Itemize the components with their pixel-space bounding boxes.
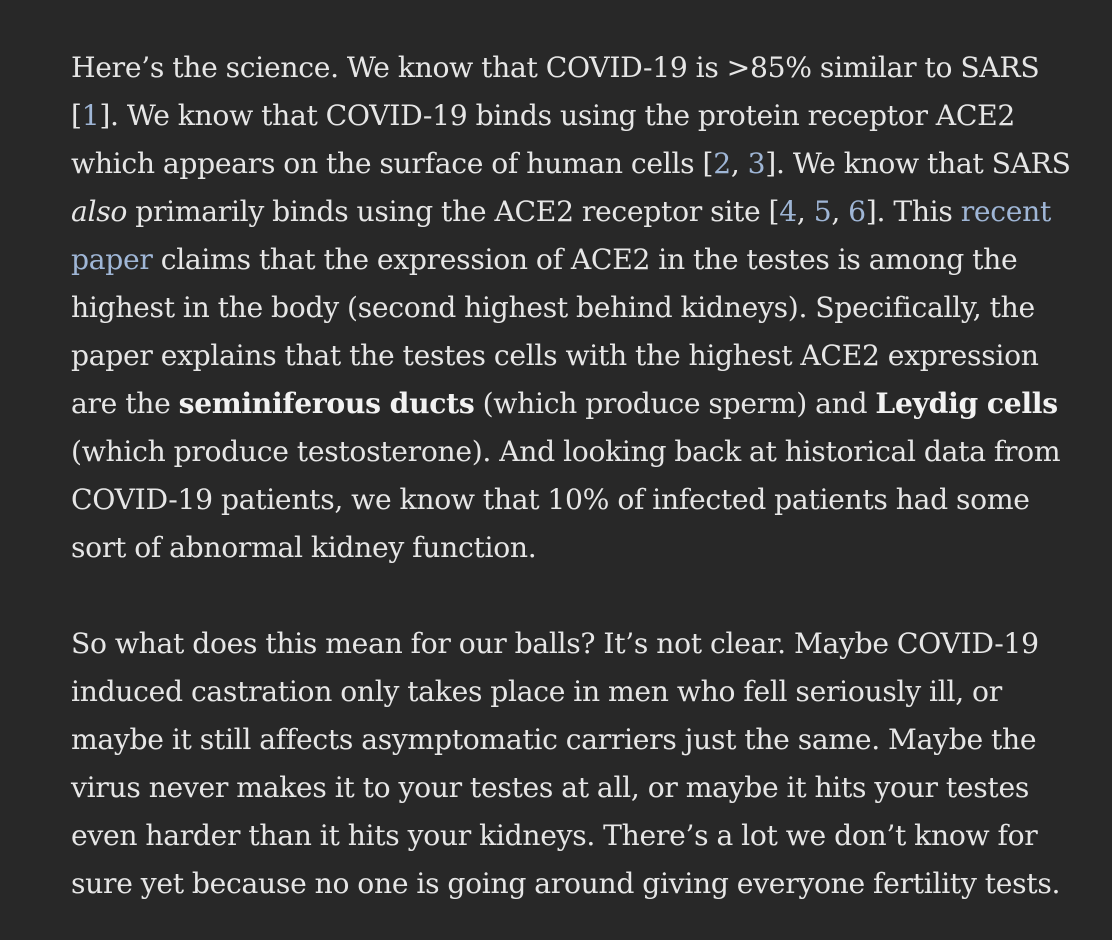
text-segment: ]. This	[865, 195, 961, 228]
article-body	[71, 44, 1091, 908]
emphasis-also: also	[71, 195, 128, 228]
text-segment: (which produce sperm) and	[474, 387, 876, 420]
text-segment: (which produce testosterone). And looking back at historical data from COVID-19 patients, we know that 10% of infected patients had some sort of abnormal kidney function.	[71, 435, 1061, 564]
citation-link-1[interactable]: 1	[81, 99, 100, 132]
citation-link-5[interactable]: 5	[813, 195, 832, 228]
citation-link-6[interactable]: 6	[848, 195, 866, 228]
citation-link-4[interactable]: 4	[779, 195, 797, 228]
text-segment: claims that the expression of ACE2 in the testes is among the highest in the body (second highest behind kidneys). Specifically, the paper explains that the testes cells with the highest ACE2 expression are the	[71, 243, 1039, 420]
text-segment: primarily binds using the ACE2 receptor site [	[127, 195, 780, 228]
bold-leydig-cells: Leydig cells	[875, 387, 1058, 420]
paragraph-implications: So what does this mean for our balls? It’s not clear. Maybe COVID-19 induced castration only takes place in men who fell seriously ill, or maybe it still affects asymptomatic carriers just the same. Maybe the virus never makes it to your testes at all, or maybe it hits your testes even harder than it hits your kidneys. There’s a lot we don’t know for sure yet because no one is going around giving everyone fertility tests.	[71, 627, 1061, 900]
text-segment: ,	[796, 195, 814, 228]
text-segment: ]. We know that COVID-19 binds using the protein receptor ACE2 which appears on the surface of human cells [	[71, 99, 1016, 180]
text-segment: ,	[831, 195, 849, 228]
text-segment: ,	[730, 147, 748, 180]
paragraph-science	[71, 44, 1091, 572]
text-segment: Here’s the science. We know that COVID-19 is >85% similar to SARS [	[71, 51, 1040, 132]
citation-link-2[interactable]: 2	[713, 147, 731, 180]
text-segment: ]. We know that SARS	[765, 147, 1071, 180]
bold-seminiferous-ducts: seminiferous ducts	[178, 387, 475, 420]
citation-link-3[interactable]: 3	[747, 147, 766, 180]
recent-paper-link[interactable]: recent paper	[71, 195, 1052, 276]
